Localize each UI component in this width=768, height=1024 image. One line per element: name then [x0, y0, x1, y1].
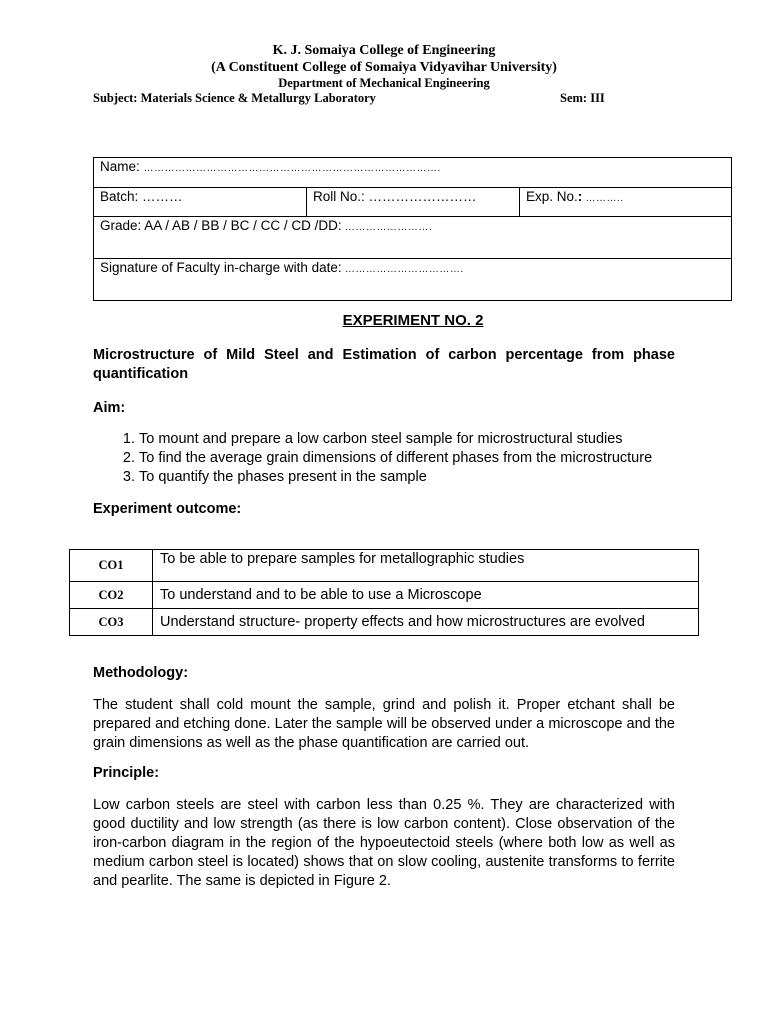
aim-item: 2. To find the average grain dimensions of different phases from the microstructure [139, 449, 675, 468]
outcome-table [69, 549, 699, 636]
exp-no-dots: ……….. [582, 193, 624, 204]
exp-no-label: Exp. No. [526, 189, 578, 204]
outcome-label: Experiment outcome: [93, 501, 242, 517]
experiment-heading: Microstructure of Mild Steel and Estimation of carbon percentage from phase quantification [93, 347, 675, 382]
document-header [0, 42, 768, 91]
principle-text: Low carbon steels are steel with carbon less than 0.25 %. They are characterized with good ductility and low strength (as there is low carbon content). Close observation of the iron-carbon diagram in the region of the hypoeutectoid steels (where both low as well as medium carbon steel is located) shows that on slow cooling, austenite transforms to ferrite and pearlite. The same is depicted in Figure 2. [93, 797, 675, 889]
table-row [70, 550, 699, 582]
aim-item: 3. To quantify the phases present in the sample [139, 468, 675, 487]
name-cell[interactable] [94, 158, 732, 188]
outcome-text: To be able to prepare samples for metallographic studies [153, 550, 699, 582]
aim-list [93, 430, 675, 487]
name-label: Name: [100, 159, 140, 174]
exp-no-colon: : [577, 189, 583, 204]
outcome-text: Understand structure- property effects and how microstructures are evolved [153, 609, 699, 636]
subject-label: Subject: Materials Science & Metallurgy Laboratory [93, 91, 376, 105]
semester-label: Sem: III [560, 91, 605, 105]
department-name: Department of Mechanical Engineering [278, 76, 490, 90]
batch-cell[interactable] [94, 188, 307, 217]
methodology-text: The student shall cold mount the sample, grind and polish it. Proper etchant shall be prepared and etching done. Later the sample will be observed under a microscope and the grain dimensions as well as the phase quantification are carried out. [93, 697, 675, 751]
experiment-body [93, 346, 675, 519]
aim-label: Aim: [93, 400, 126, 416]
principle-label: Principle: [93, 765, 160, 781]
signature-cell[interactable] [94, 259, 732, 301]
constituent-line: (A Constituent College of Somaiya Vidyavihar University) [211, 60, 557, 75]
table-row [70, 609, 699, 636]
methodology-label: Methodology: [93, 665, 189, 681]
signature-dots: ……………………………. [341, 264, 464, 275]
student-info-table [93, 157, 732, 301]
exp-no-cell[interactable] [520, 188, 732, 217]
batch-label: Batch: ……… [100, 189, 183, 204]
grade-cell[interactable] [94, 217, 732, 259]
signature-label: Signature of Faculty in-charge with date: [100, 260, 342, 275]
outcome-code: CO2 [70, 582, 153, 609]
methodology-section [93, 664, 675, 891]
outcome-text: To understand and to be able to use a Microscope [153, 582, 699, 609]
aim-item: 1. To mount and prepare a low carbon steel sample for microstructural studies [139, 430, 675, 449]
name-dots: …………………………………………………………………………. [143, 163, 441, 174]
grade-dots: ……………………. [341, 222, 433, 233]
experiment-title: EXPERIMENT NO. 2 [342, 312, 484, 329]
roll-no-cell[interactable] [307, 188, 520, 217]
grade-label: Grade: AA / AB / BB / BC / CC / CD /DD: [100, 218, 342, 233]
college-name: K. J. Somaiya College of Engineering [272, 43, 496, 58]
subject-row [93, 91, 613, 106]
table-row [70, 582, 699, 609]
outcome-code: CO1 [70, 550, 153, 582]
outcome-code: CO3 [70, 609, 153, 636]
roll-no-label: Roll No.: …………………… [313, 189, 477, 204]
